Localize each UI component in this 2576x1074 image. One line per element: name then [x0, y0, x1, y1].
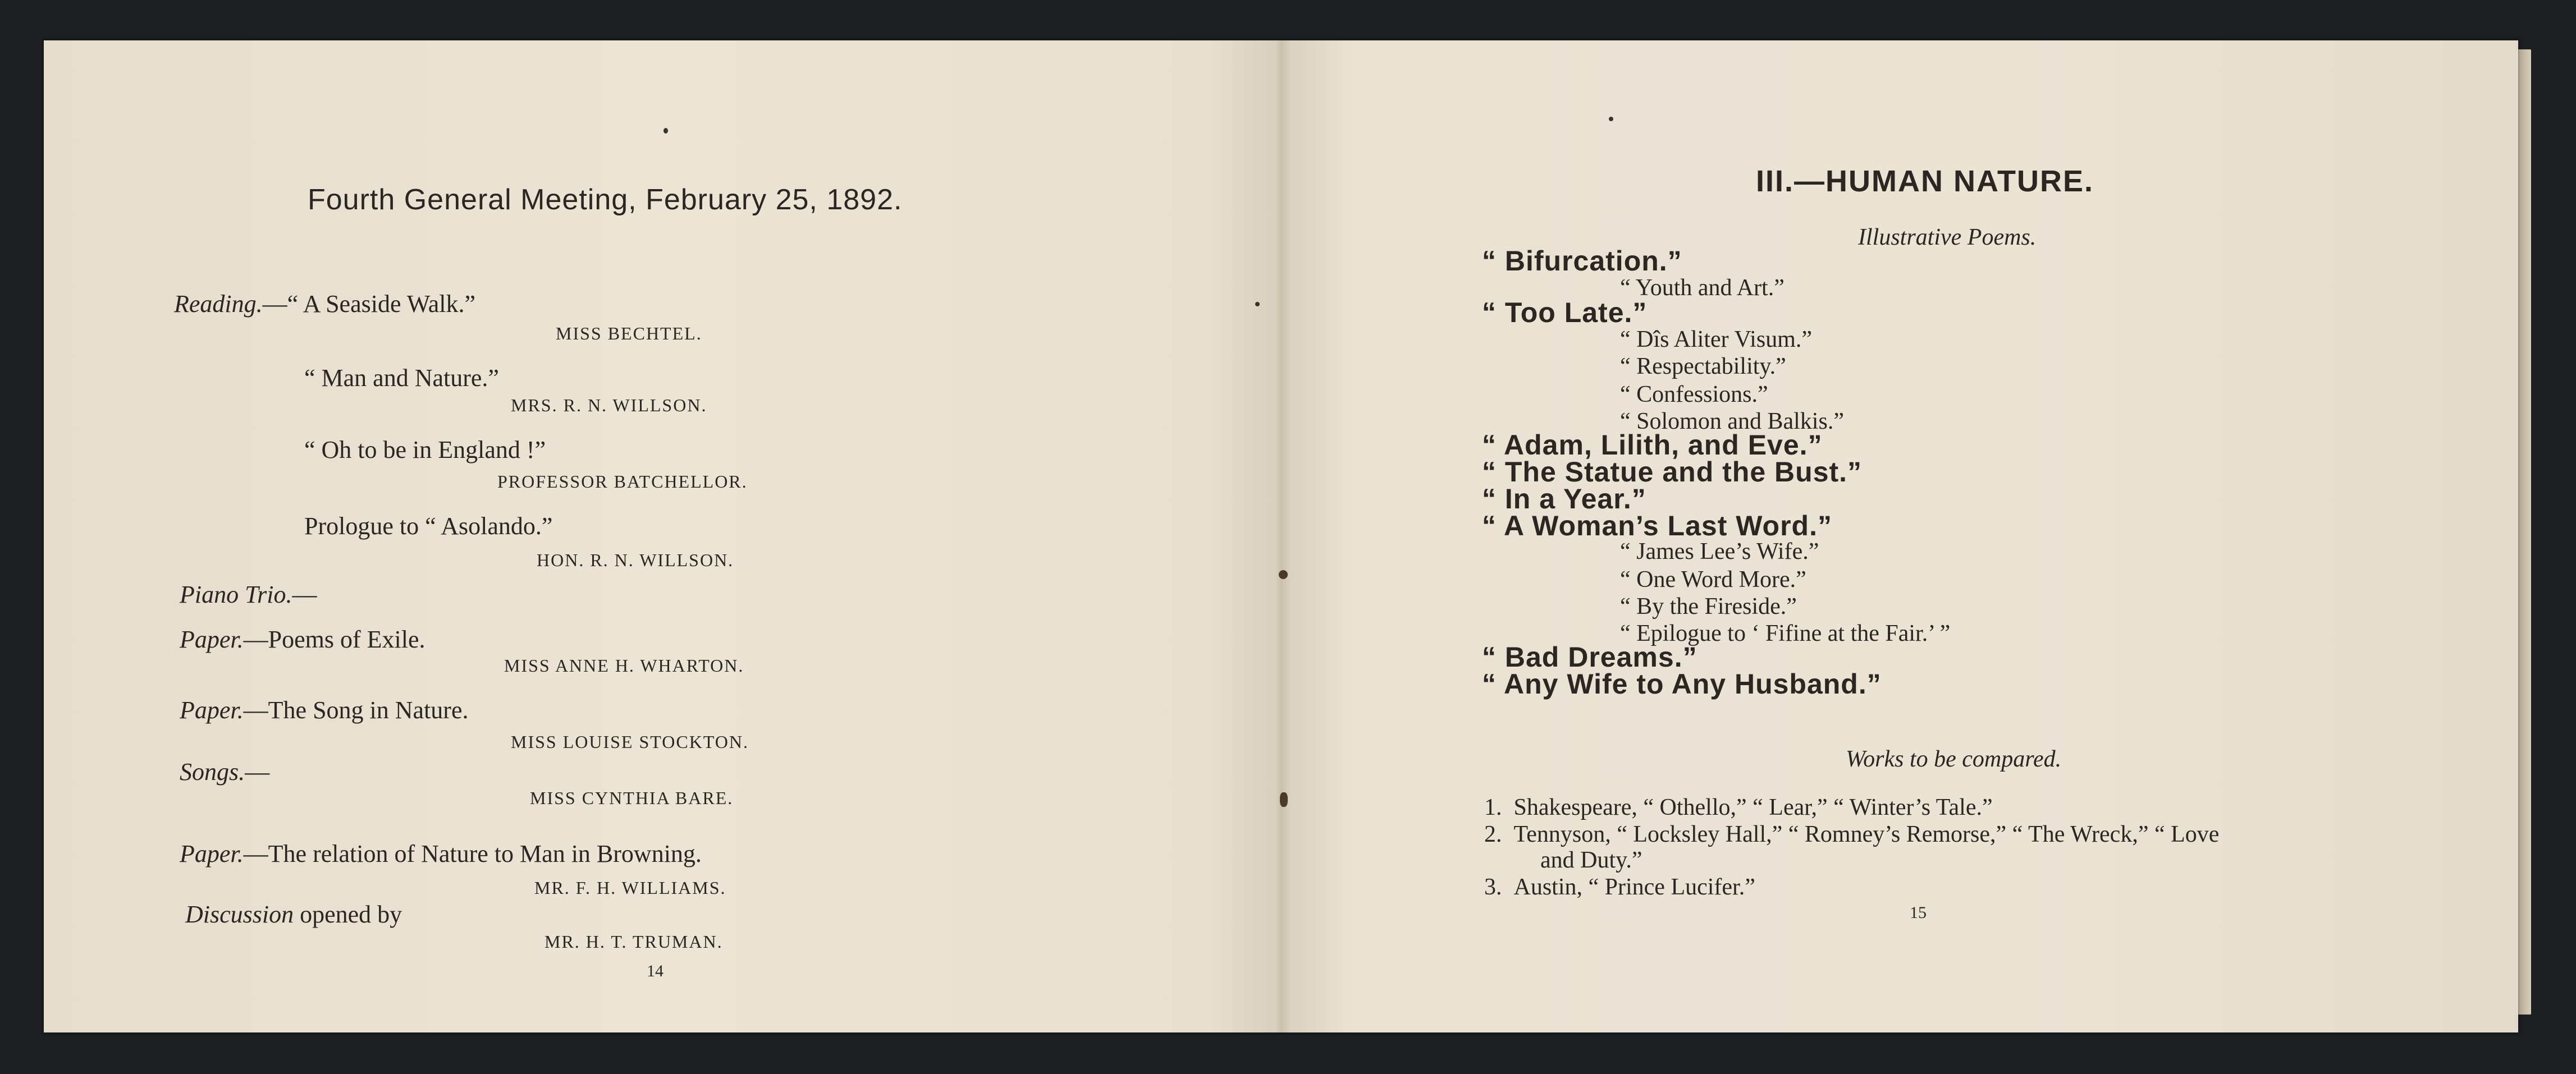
- poem-title: “ Bad Dreams.”: [1482, 641, 1697, 673]
- program-line: Piano Trio.—: [180, 581, 317, 608]
- compare-heading: Works to be compared.: [1846, 746, 2062, 772]
- program-line: “ Oh to be in England !”: [304, 436, 546, 463]
- program-line: Discussion opened by: [185, 901, 402, 928]
- poem-title: “ Bifurcation.”: [1482, 245, 1682, 277]
- open-book: [44, 40, 2518, 1032]
- section-subtitle: Illustrative Poems.: [1858, 224, 2037, 250]
- speaker-name: MRS. R. N. WILLSON.: [511, 395, 707, 415]
- poem-title: “ Any Wife to Any Husband.”: [1482, 668, 1882, 700]
- program-line: Paper.—Poems of Exile.: [180, 626, 425, 653]
- speaker-name: MISS LOUISE STOCKTON.: [511, 732, 749, 752]
- poem-title: “ Adam, Lilith, and Eve.”: [1482, 429, 1823, 461]
- ink-speck: [1255, 302, 1260, 306]
- left-page: [44, 40, 1284, 1032]
- program-line: Paper.—The relation of Nature to Man in Browning.: [180, 840, 702, 868]
- speaker-name: HON. R. N. WILLSON.: [537, 550, 734, 570]
- speaker-name: MISS ANNE H. WHARTON.: [504, 655, 744, 676]
- poem-title: “ Confessions.”: [1620, 382, 1768, 407]
- page-number: 14: [647, 962, 664, 980]
- poem-title: “ Dîs Aliter Visum.”: [1620, 327, 1813, 352]
- page-number: 15: [1910, 903, 1927, 922]
- poem-title: “ A Woman’s Last Word.”: [1482, 510, 1832, 541]
- poem-title: “ Youth and Art.”: [1620, 275, 1785, 301]
- speaker-name: MISS BECHTEL.: [556, 323, 702, 343]
- poem-title: “ Epilogue to ‘ Fifine at the Fair.’ ”: [1620, 621, 1951, 646]
- poem-title: “ The Statue and the Bust.”: [1482, 456, 1863, 488]
- speaker-name: MR. H. T. TRUMAN.: [545, 931, 723, 952]
- poem-title: “ James Lee’s Wife.”: [1620, 539, 1819, 564]
- poem-title: “ Respectability.”: [1620, 354, 1786, 379]
- compare-item: 3. Austin, “ Prince Lucifer.”: [1484, 874, 1755, 900]
- poem-title: “ Solomon and Balkis.”: [1620, 409, 1844, 434]
- meeting-title: Fourth General Meeting, February 25, 1892.: [308, 183, 903, 216]
- ink-speck: [1609, 117, 1613, 121]
- ink-speck: [664, 128, 668, 134]
- compare-item: 2. Tennyson, “ Locksley Hall,” “ Romney’s Remorse,” “ The Wreck,” “ Love: [1484, 821, 2220, 847]
- right-page: [1284, 40, 2518, 1032]
- program-line: Reading.—“ A Seaside Walk.”: [174, 290, 475, 318]
- program-line: Paper.—The Song in Nature.: [180, 696, 469, 724]
- speaker-name: MISS CYNTHIA BARE.: [530, 788, 734, 808]
- speaker-name: MR. F. H. WILLIAMS.: [534, 878, 726, 898]
- poem-title: “ By the Fireside.”: [1620, 594, 1797, 619]
- program-line: Songs.—: [180, 758, 270, 786]
- poem-title: “ One Word More.”: [1620, 567, 1806, 593]
- compare-item-continuation: and Duty.”: [1540, 847, 1642, 873]
- program-line: Prologue to “ Asolando.”: [304, 512, 553, 540]
- program-line: “ Man and Nature.”: [304, 364, 499, 392]
- section-title: III.—HUMAN NATURE.: [1756, 164, 2094, 198]
- poem-title: “ In a Year.”: [1482, 483, 1646, 515]
- poem-title: “ Too Late.”: [1482, 297, 1648, 328]
- compare-item: 1. Shakespeare, “ Othello,” “ Lear,” “ Winter’s Tale.”: [1484, 795, 1993, 820]
- speaker-name: PROFESSOR BATCHELLOR.: [497, 471, 748, 492]
